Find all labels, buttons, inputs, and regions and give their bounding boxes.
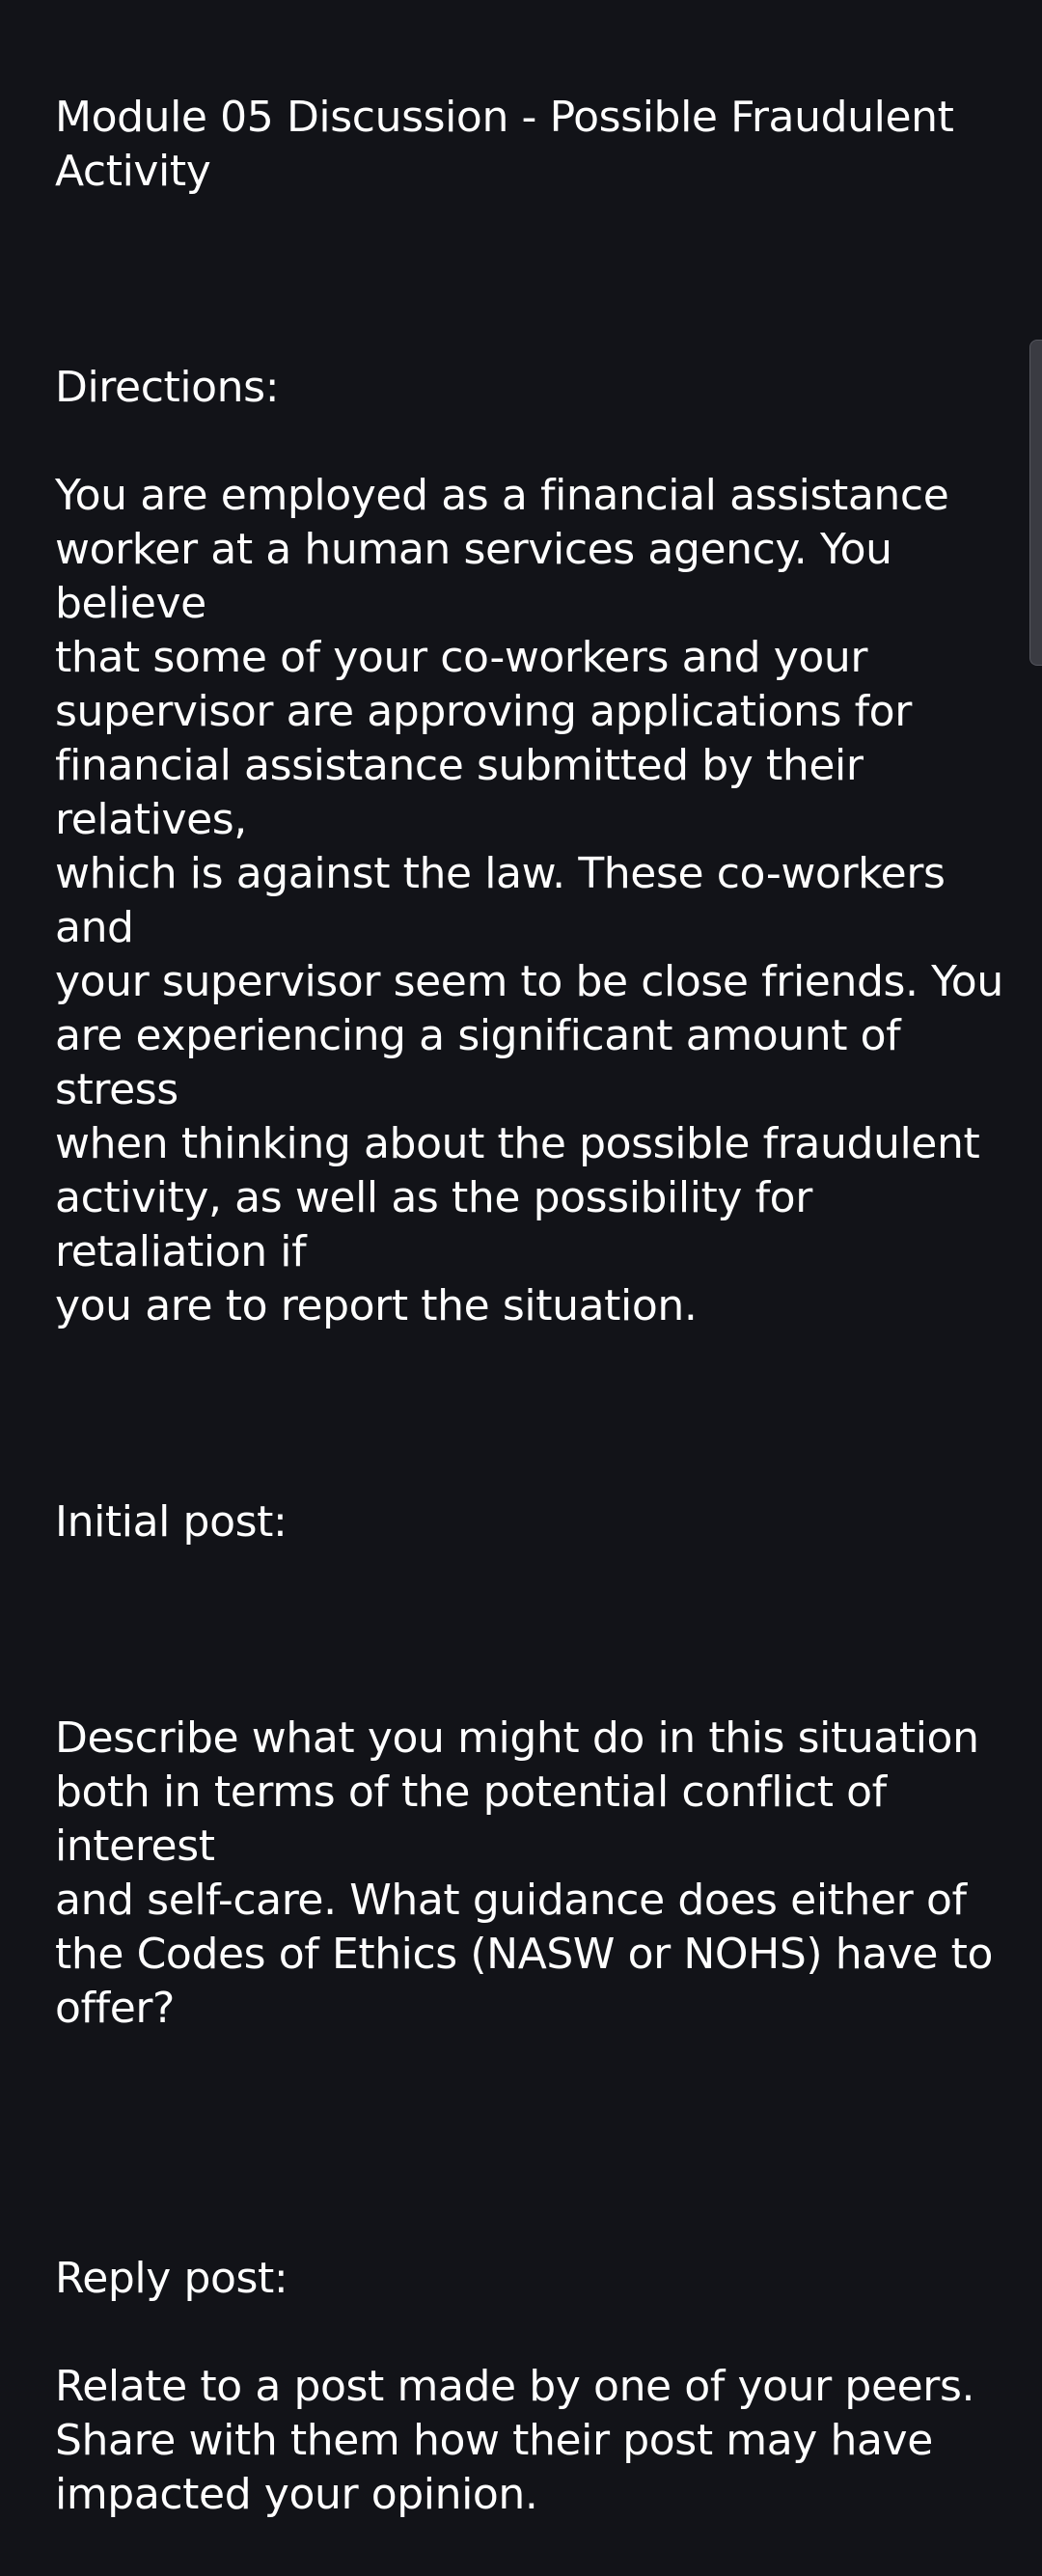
spacer xyxy=(55,2090,1020,2198)
spacer xyxy=(55,1603,1020,1658)
initial-post-body: Describe what you might do in this situation both in terms of the potential conflict of interest and self-care. What guidance does either of the Codes of Ethics (NASW or NOHS) have to offer? xyxy=(55,1713,994,2033)
reply-post-heading: Reply post: xyxy=(55,2254,288,2303)
directions-body: You are employed as a financial assistance worker at a human services agency. You believe that some of your co-workers and your supervisor are approving applications for financial assistance submitted by their relatives, which is against the law. These co-workers and your supervisor seem to be close friends. You are experiencing a significant amount of stress when thinking about the possible fraudulent activity, as well as the possibility for retaliation if you are to report the situation. xyxy=(55,471,1003,1330)
assignment-text xyxy=(55,37,1020,2576)
spacer xyxy=(55,1387,1020,1441)
initial-post-heading: Initial post: xyxy=(55,1497,288,1547)
reply-post-body: Relate to a post made by one of your peers. Share with them how their post may have impacted your opinion. xyxy=(55,2362,975,2519)
directions-heading: Directions: xyxy=(55,363,280,412)
scrollbar[interactable] xyxy=(1029,340,1042,666)
spacer xyxy=(55,253,1020,307)
page-title: Module 05 Discussion - Possible Fraudulent Activity xyxy=(55,93,954,196)
